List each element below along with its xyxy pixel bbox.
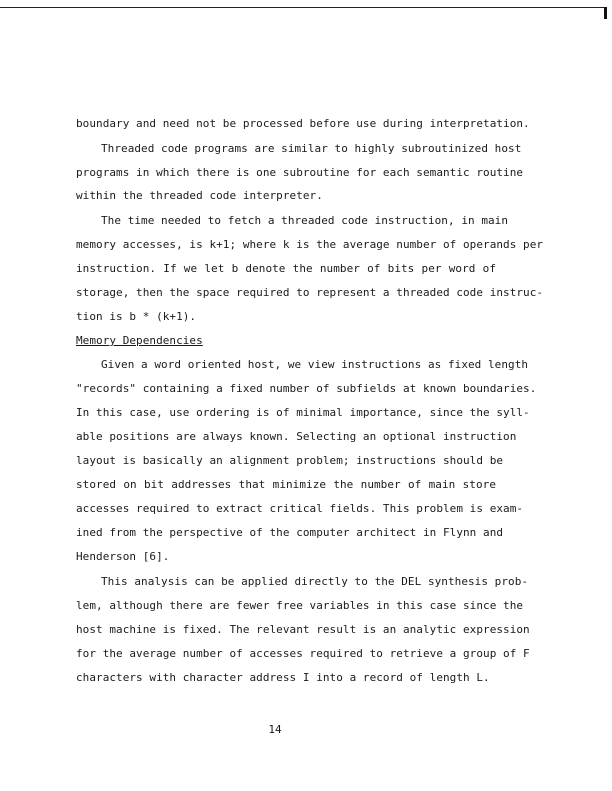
- text-line: characters with character address I into a record of length L.: [76, 671, 490, 684]
- text-line: The time needed to fetch a threaded code instruction, in main: [101, 214, 509, 227]
- text-line: "records" containing a fixed number of subfields at known boundaries.: [76, 382, 537, 395]
- section-heading: Memory Dependencies: [76, 334, 203, 347]
- text-line: ined from the perspective of the computer architect in Flynn and: [76, 526, 504, 539]
- text-line: memory accesses, is k+1; where k is the average number of operands per: [76, 238, 544, 251]
- text-line: programs in which there is one subroutine for each semantic routine: [76, 166, 524, 179]
- text-line: host machine is fixed. The relevant result is an analytic expression: [76, 623, 530, 636]
- top-rule: [0, 7, 606, 8]
- text-line: instruction. If we let b denote the number of bits per word of: [76, 262, 496, 275]
- text-line: within the threaded code interpreter.: [76, 189, 323, 202]
- text-line: lem, although there are fewer free variables in this case since the: [76, 599, 524, 612]
- text-line: Given a word oriented host, we view instructions as fixed length: [101, 358, 529, 371]
- text-line: tion is b * (k+1).: [76, 310, 197, 323]
- text-line: In this case, use ordering is of minimal importance, since the syll-: [76, 406, 530, 419]
- corner-mark: [604, 7, 607, 19]
- text-line: This analysis can be applied directly to the DEL synthesis prob-: [101, 575, 529, 588]
- text-line: for the average number of accesses required to retrieve a group of F: [76, 647, 530, 660]
- page-number: 14: [268, 723, 282, 736]
- text-line: stored on bit addresses that minimize the number of main store: [76, 478, 496, 491]
- text-line: layout is basically an alignment problem; instructions should be: [76, 454, 504, 467]
- text-line: able positions are always known. Selecting an optional instruction: [76, 430, 517, 443]
- text-line: storage, then the space required to represent a threaded code instruc-: [76, 286, 544, 299]
- text-line: boundary and need not be processed before use during interpretation.: [76, 117, 530, 130]
- text-line: accesses required to extract critical fields. This problem is exam-: [76, 502, 524, 515]
- text-line: Henderson [6].: [76, 550, 170, 563]
- text-line: Threaded code programs are similar to highly subroutinized host: [101, 142, 522, 155]
